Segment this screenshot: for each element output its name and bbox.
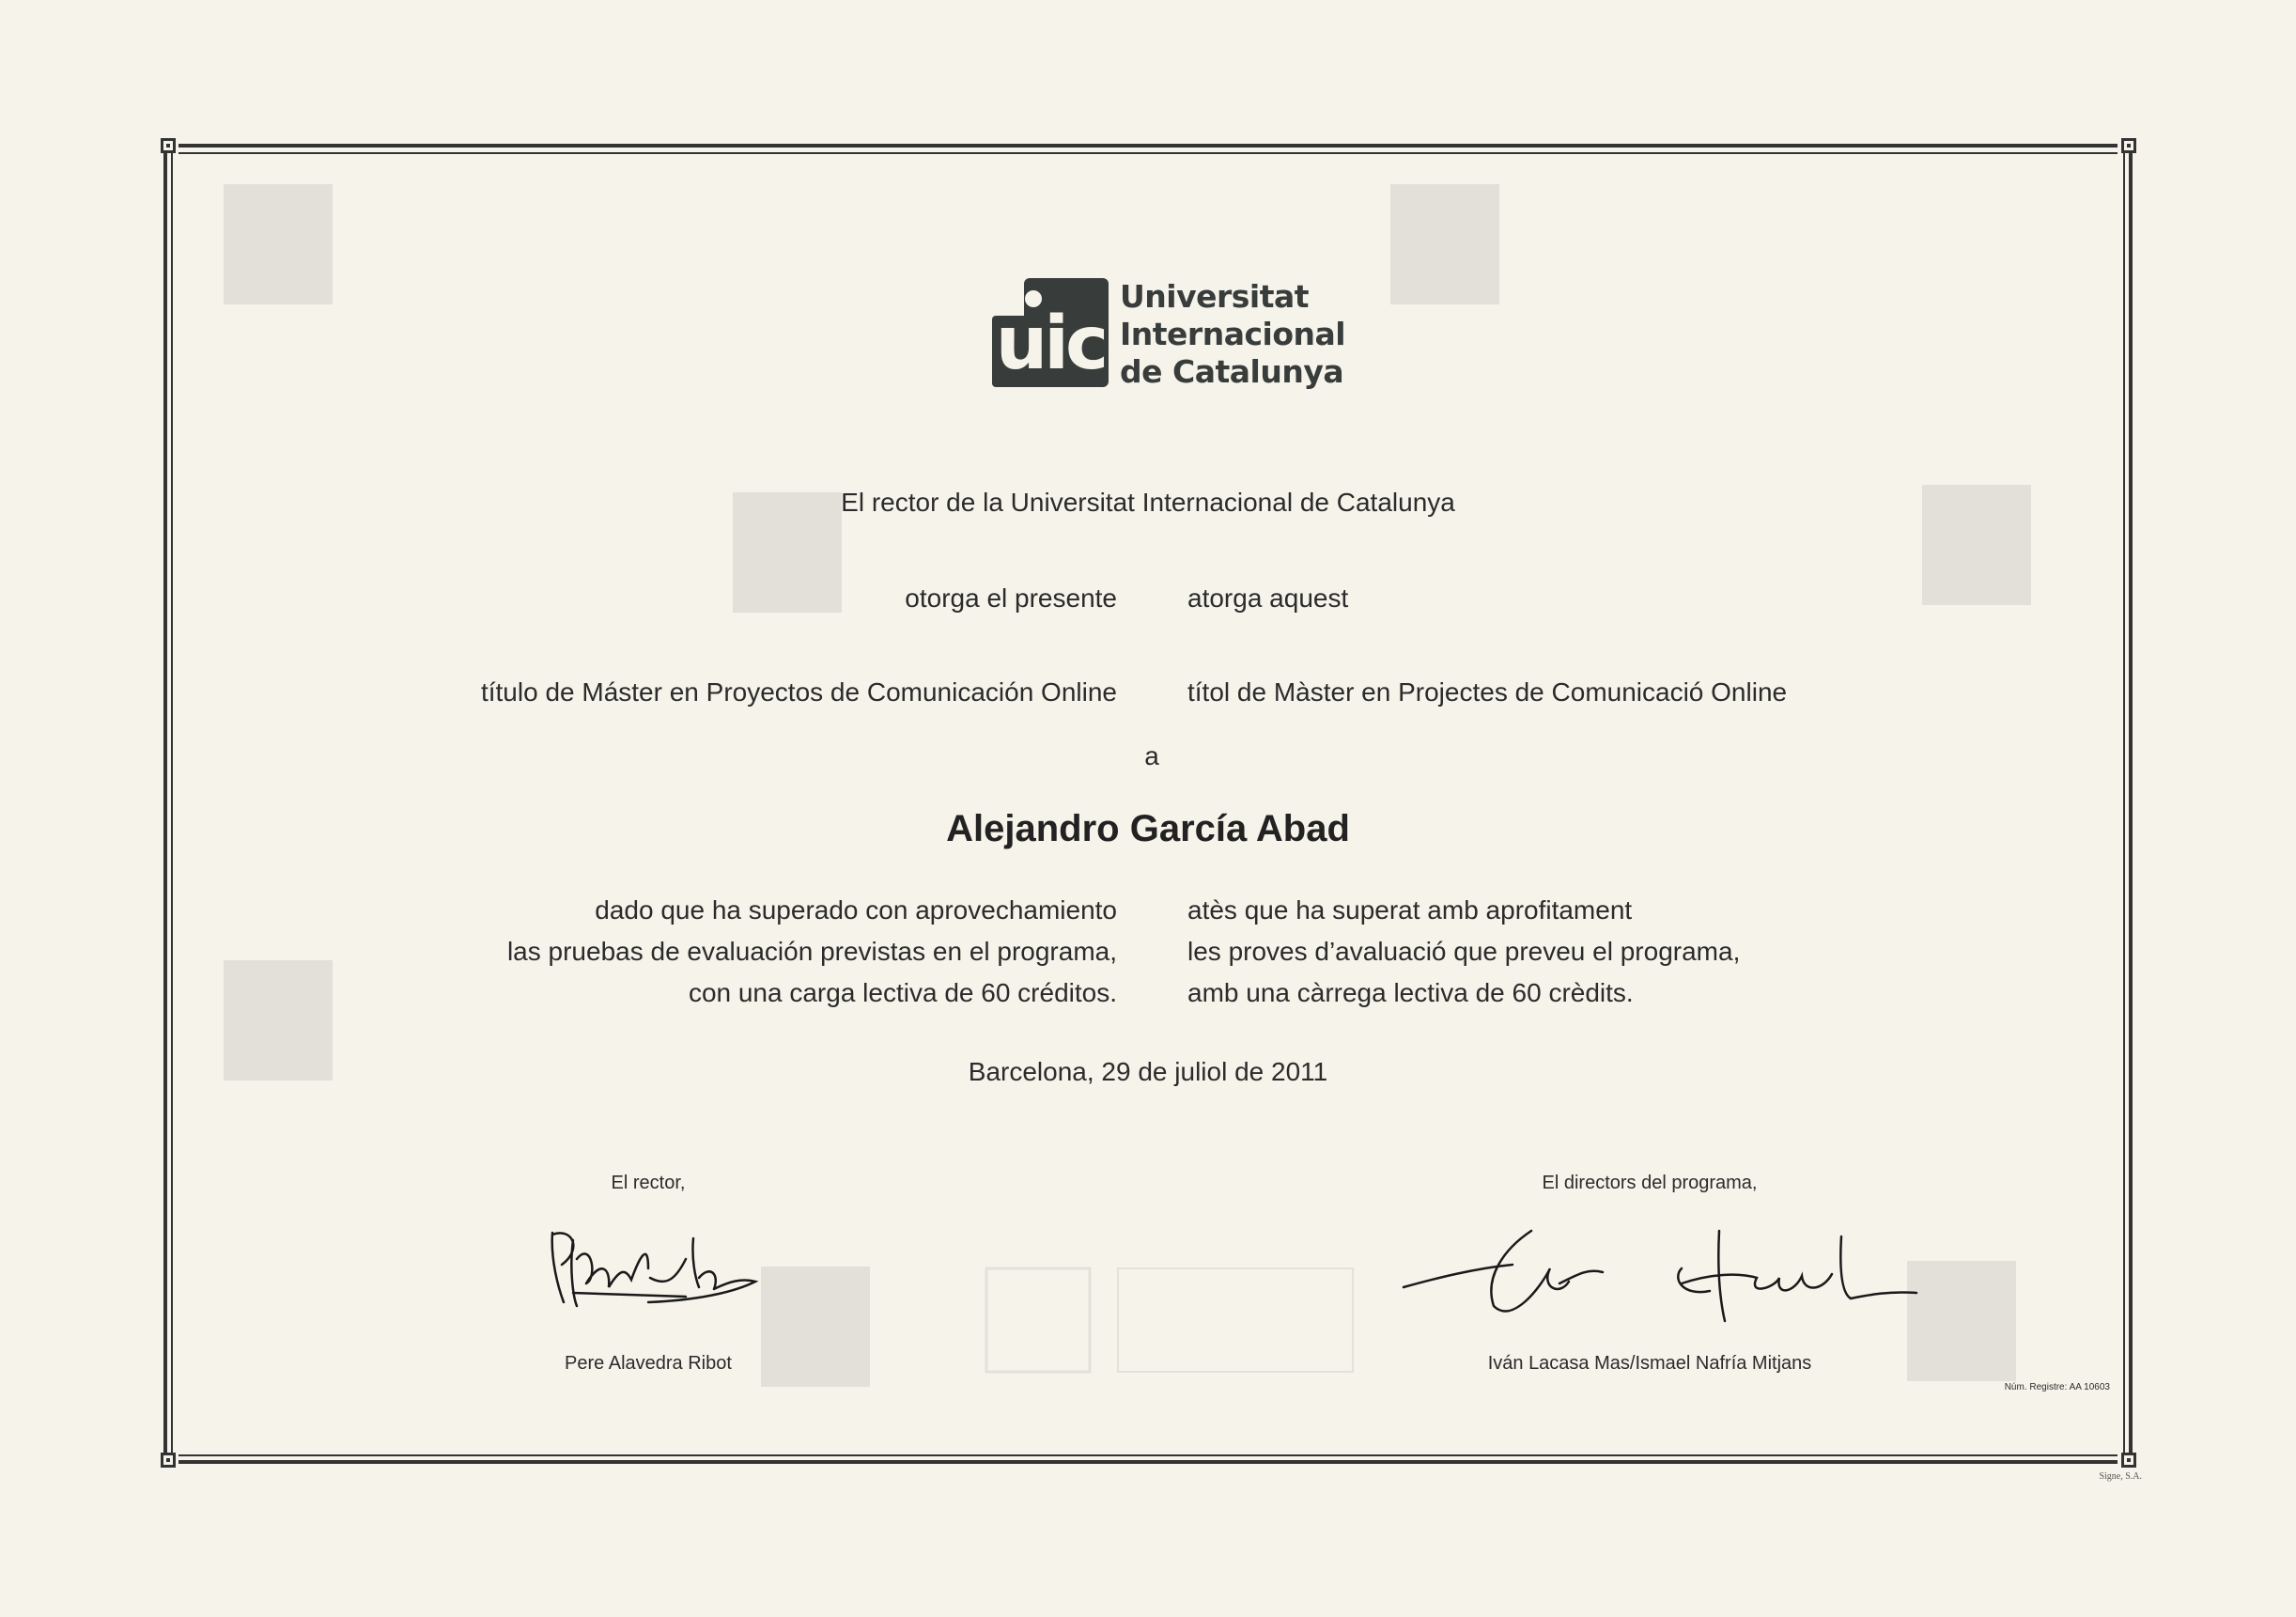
conditions-es-line: dado que ha superado con aprovechamiento	[595, 895, 1117, 925]
directors-signature	[1400, 1212, 1926, 1334]
rector-name: Pere Alavedra Ribot	[565, 1353, 732, 1374]
uic-logo-mark	[992, 278, 1109, 387]
svg-text:uic: uic	[995, 302, 1106, 386]
directors-title: El directors del programa,	[1542, 1173, 1758, 1193]
frame-bottom-outer	[178, 1460, 2118, 1464]
place-date: Barcelona, 29 de juliol de 2011	[968, 1057, 1328, 1086]
frame-bottom-inner	[178, 1454, 2118, 1456]
conditions-ca-line: atès que ha superat amb aprofitament	[1187, 895, 1633, 925]
degree-title-es: título de Máster en Proyectos de Comunicación Online	[480, 677, 1117, 707]
printer-credit: Signe, S.A.	[2099, 1471, 2142, 1482]
directors-names: Iván Lacasa Mas/Ismael Nafría Mitjans	[1487, 1353, 1812, 1374]
connector-text: a	[1144, 741, 1159, 770]
frame-top-inner	[178, 152, 2118, 154]
embossed-seal	[977, 1250, 1372, 1391]
frame-right-inner	[2123, 150, 2125, 1454]
conditions-ca-line: amb una càrrega lectiva de 60 crèdits.	[1187, 978, 1634, 1007]
corner-ornament	[161, 138, 176, 153]
corner-ornament	[161, 1453, 176, 1468]
university-name-line: Universitat	[1120, 278, 1310, 315]
grant-text-ca: atorga aquest	[1187, 583, 1349, 613]
frame-right-outer	[2129, 150, 2133, 1454]
watermark-logo	[205, 184, 351, 304]
rector-title: El rector,	[611, 1173, 686, 1193]
conditions-es-line: las pruebas de evaluación previstas en el programa,	[506, 937, 1117, 966]
frame-left-outer	[163, 150, 167, 1454]
header-statement: El rector de la Universitat Internacional de Catalunya	[841, 488, 1455, 517]
watermark-logo	[1372, 184, 1518, 304]
university-name-line: de Catalunya	[1120, 353, 1344, 390]
grant-text-es: otorga el presente	[905, 583, 1117, 613]
conditions-es-line: con una carga lectiva de 60 créditos.	[688, 978, 1117, 1007]
frame-left-inner	[171, 150, 173, 1454]
corner-ornament	[2121, 1453, 2136, 1468]
recipient-name: Alejandro García Abad	[946, 808, 1350, 849]
frame-top-outer	[178, 144, 2118, 148]
corner-ornament	[2121, 138, 2136, 153]
degree-title-ca: títol de Màster en Projectes de Comunicació Online	[1187, 677, 1788, 707]
conditions-ca-line: les proves d’avaluació que preveu el programa,	[1187, 937, 1741, 966]
university-name-line: Internacional	[1120, 316, 1346, 352]
registry-number: Núm. Registre: AA 10603	[2004, 1382, 2110, 1392]
rector-signature	[545, 1221, 761, 1315]
university-logo	[992, 278, 1346, 390]
university-name	[1120, 278, 1345, 391]
